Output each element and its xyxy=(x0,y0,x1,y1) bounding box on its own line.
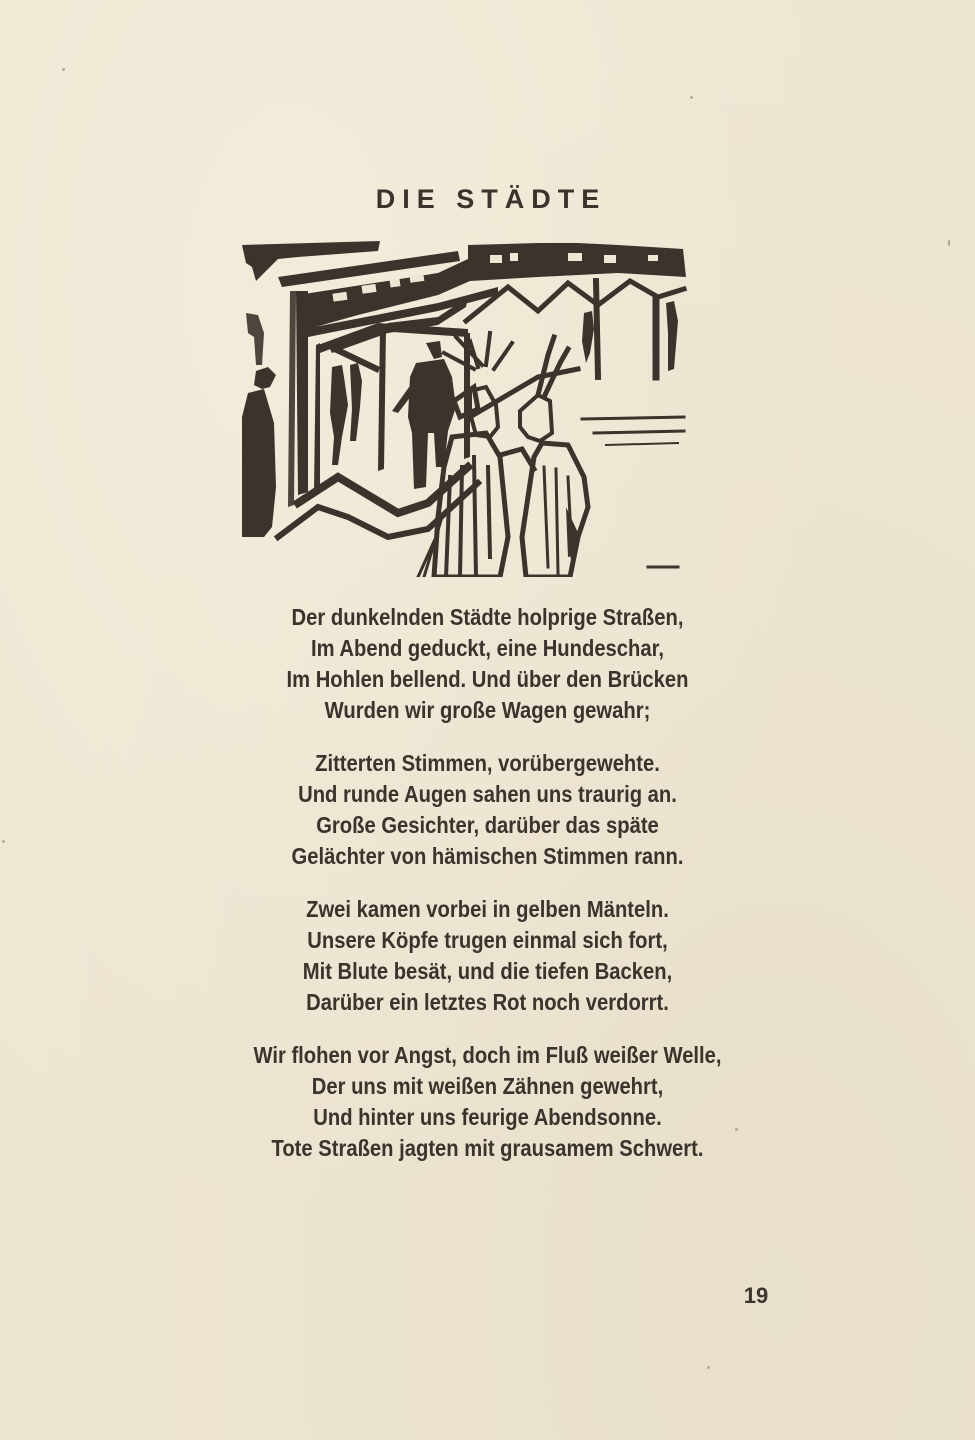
stanza-4 xyxy=(0,1040,975,1164)
poem-line: Im Abend geduckt, eine Hundeschar, xyxy=(310,635,665,661)
poem-line: Der dunkelnden Städte holprige Straßen, xyxy=(291,604,684,630)
paper-speck xyxy=(707,1366,710,1369)
woodcut-illustration xyxy=(238,237,690,577)
poem-line: Der uns mit weißen Zähnen gewehrt, xyxy=(311,1073,664,1099)
poem-line: Unsere Köpfe trugen einmal sich fort, xyxy=(307,927,668,953)
poem-line: Mit Blute besät, und die tiefen Backen, xyxy=(302,958,673,984)
stanza-1 xyxy=(0,602,975,726)
poem-line: Gelächter von hämischen Stimmen rann. xyxy=(291,843,684,869)
poem-line: Tote Straßen jagten mit grausamem Schwert. xyxy=(271,1135,704,1161)
paper-speck xyxy=(735,1128,738,1131)
paper-speck xyxy=(2,840,5,843)
poem-line: Große Gesichter, darüber das späte xyxy=(316,812,659,838)
poem-line: Wurden wir große Wagen gewahr; xyxy=(324,697,651,723)
paper-speck xyxy=(690,96,693,99)
poem-body xyxy=(0,602,975,1186)
stanza-2 xyxy=(0,748,975,872)
poem-line: Darüber ein letztes Rot noch verdorrt. xyxy=(306,989,669,1015)
poem-title: DIE STÄDTE xyxy=(375,184,607,214)
poem-line: Und hinter uns feurige Abendsonne. xyxy=(313,1104,662,1130)
paper-speck xyxy=(948,240,950,246)
poem-line: Im Hohlen bellend. Und über den Brücken xyxy=(286,666,689,692)
poem-line: Zwei kamen vorbei in gelben Mänteln. xyxy=(306,896,669,922)
poem-line: Und runde Augen sahen uns traurig an. xyxy=(298,781,677,807)
poem-line: Zitterten Stimmen, vorübergewehte. xyxy=(315,750,660,776)
paper-speck xyxy=(62,68,65,71)
stanza-3 xyxy=(0,894,975,1018)
page-number: 19 xyxy=(743,1283,769,1308)
poem-line: Wir flohen vor Angst, doch im Fluß weißer Welle, xyxy=(253,1042,722,1068)
